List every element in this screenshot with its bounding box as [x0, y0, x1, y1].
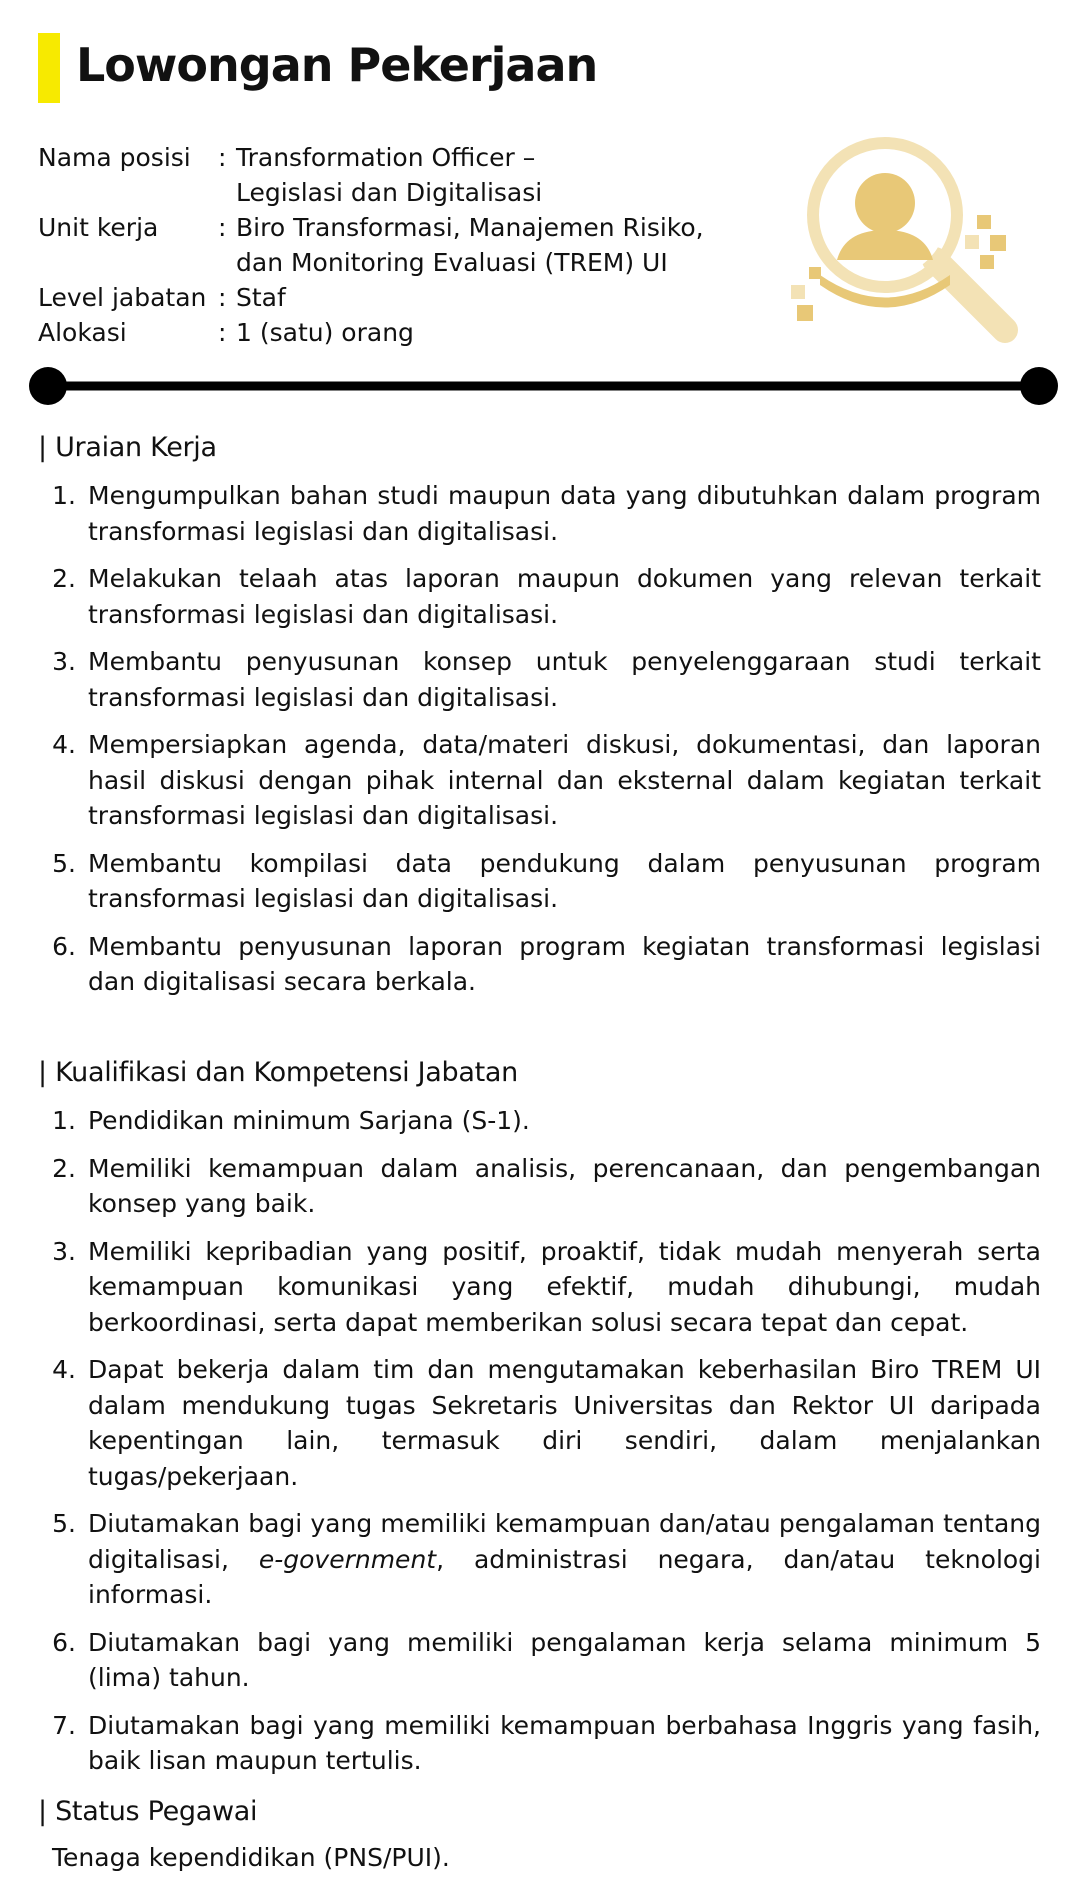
- info-value: 1 (satu) orang: [236, 318, 414, 347]
- info-value: Biro Transformasi, Manajemen Risiko, dan Monitoring Evaluasi (TREM) UI: [236, 213, 704, 277]
- info-label: Unit kerja: [38, 213, 159, 242]
- list-number: 6.: [52, 931, 76, 961]
- section-heading-status: | Status Pegawai: [38, 1796, 258, 1827]
- kualifikasi-item: [38, 1103, 1041, 1139]
- status-text: Tenaga kependidikan (PNS/PUI).: [52, 1843, 450, 1872]
- list-text: Membantu kompilasi data pendukung dalam penyusunan program transformasi legislasi dan digitalisasi.: [88, 848, 1041, 913]
- list-number: 1.: [52, 1106, 76, 1135]
- list-number: 3.: [52, 1236, 76, 1266]
- info-value: Staf: [236, 283, 286, 312]
- section-divider: [28, 366, 1059, 406]
- list-number: 4.: [52, 730, 76, 759]
- info-colon: :: [218, 318, 227, 347]
- info-label: Nama posisi: [38, 143, 191, 172]
- list-number: 1.: [52, 481, 76, 510]
- list-text: Diutamakan bagi yang memiliki pengalaman kerja selama minimum 5 (lima) tahun.: [88, 1627, 1041, 1692]
- info-label: Level jabatan: [38, 283, 207, 312]
- person-search-icon: [785, 135, 1025, 350]
- kualifikasi-item: [38, 1708, 1041, 1779]
- uraian-list: [38, 478, 1041, 1012]
- list-text: Melakukan telaah atas laporan maupun dokumen yang relevan terkait transformasi legislasi dan digitalisasi.: [88, 564, 1041, 629]
- info-colon: :: [218, 213, 227, 242]
- uraian-item: [38, 846, 1041, 917]
- list-text: Diutamakan bagi yang memiliki kemampuan berbahasa Inggris yang fasih, baik lisan maupun tertulis.: [88, 1710, 1041, 1775]
- list-text: Mempersiapkan agenda, data/materi diskusi, dokumentasi, dan laporan hasil diskusi dengan pihak internal dan eksternal dalam kegiatan terkait transformasi legislasi dan digitalisasi.: [88, 730, 1041, 830]
- list-number: 2.: [52, 564, 76, 593]
- kualifikasi-item: [38, 1506, 1041, 1613]
- list-number: 4.: [52, 1355, 76, 1384]
- list-text: Pendidikan minimum Sarjana (S-1).: [88, 1106, 530, 1135]
- info-colon: :: [218, 143, 227, 172]
- list-text: Memiliki kemampuan dalam analisis, perencanaan, dan pengembangan konsep yang baik.: [88, 1153, 1041, 1218]
- kualifikasi-item: [38, 1234, 1041, 1341]
- kualifikasi-list: [38, 1103, 1041, 1791]
- page-title: Lowongan Pekerjaan: [76, 38, 598, 92]
- list-text: Membantu penyusunan laporan program kegiatan transformasi legislasi dan digitalisasi secara berkala.: [88, 931, 1041, 996]
- kualifikasi-item: [38, 1625, 1041, 1696]
- info-value: Transformation Officer – Legislasi dan Digitalisasi: [236, 143, 543, 207]
- list-number: 2.: [52, 1153, 76, 1183]
- title-accent-bar: [38, 33, 60, 103]
- list-number: 7.: [52, 1710, 76, 1740]
- list-number: 5.: [52, 1509, 76, 1538]
- list-number: 5.: [52, 848, 76, 878]
- list-text: Mengumpulkan bahan studi maupun data yang dibutuhkan dalam program transformasi legislasi dan digitalisasi.: [88, 481, 1041, 546]
- info-label: Alokasi: [38, 318, 127, 347]
- list-text: Membantu penyusunan konsep untuk penyelenggaraan studi terkait transformasi legislasi dan digitalisasi.: [88, 647, 1041, 712]
- info-row: [38, 210, 758, 280]
- list-text: Memiliki kepribadian yang positif, proaktif, tidak mudah menyerah serta kemampuan komunikasi yang efektif, mudah dihubungi, mudah berkoordinasi, serta dapat memberikan solusi secara tepat dan cepat.: [88, 1236, 1041, 1337]
- info-colon: :: [218, 283, 227, 312]
- info-row: [38, 315, 758, 350]
- list-number: 3.: [52, 647, 76, 676]
- kualifikasi-item: [38, 1151, 1041, 1222]
- uraian-item: [38, 478, 1041, 549]
- uraian-item: [38, 644, 1041, 715]
- list-text: Diutamakan bagi yang memiliki kemampuan dan/atau pengalaman tentang digitalisasi, e-government, administrasi negara, dan/atau teknologi informasi.: [88, 1509, 1041, 1609]
- section-heading-kualifikasi: | Kualifikasi dan Kompetensi Jabatan: [38, 1057, 518, 1088]
- info-row: [38, 280, 758, 315]
- kualifikasi-item: [38, 1352, 1041, 1494]
- uraian-item: [38, 727, 1041, 834]
- section-heading-uraian: | Uraian Kerja: [38, 432, 217, 463]
- uraian-item: [38, 561, 1041, 632]
- uraian-item: [38, 929, 1041, 1000]
- list-number: 6.: [52, 1627, 76, 1657]
- list-text: Dapat bekerja dalam tim dan mengutamakan keberhasilan Biro TREM UI dalam mendukung tugas Sekretaris Universitas dan Rektor UI daripada kepentingan lain, termasuk diri sendiri, dalam menjalankan tugas/pekerjaan.: [88, 1355, 1041, 1491]
- info-row: [38, 140, 758, 210]
- position-info: [38, 140, 758, 350]
